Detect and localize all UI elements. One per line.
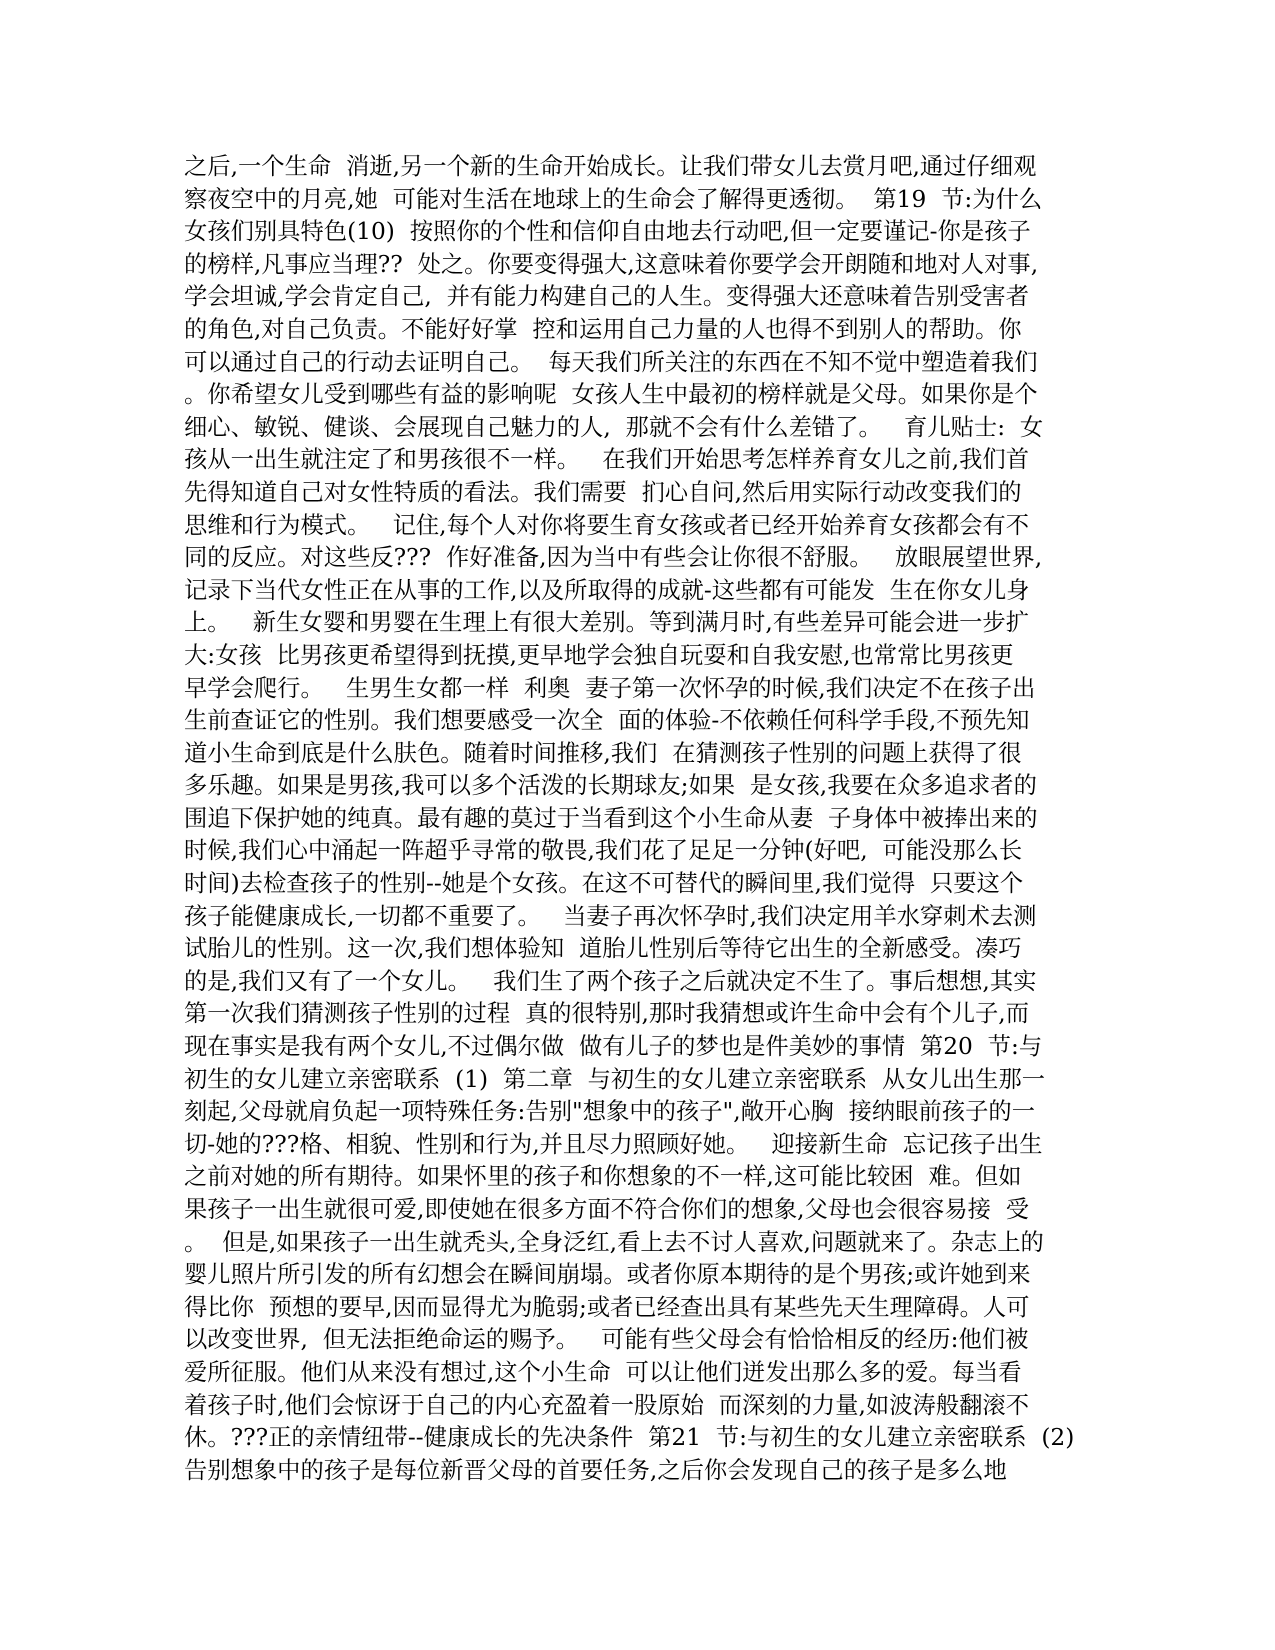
text-line: 休。???正的亲情纽带--健康成长的先决条件 第21 节:与初生的女儿建立亲密联系 (2) bbox=[184, 1424, 1075, 1452]
text-line: 生前查证它的性别。我们想要感受一次全 面的体验-不依赖任何科学手段,不预先知 bbox=[184, 707, 1030, 735]
text-line: 细心、敏锐、健谈、会展现自己魅力的人, 那就不会有什么差错了。 育儿贴士: 女 bbox=[184, 413, 1044, 441]
text-line: 现在事实是我有两个女儿,不过偶尔做 做有儿子的梦也是件美妙的事情 第20 节:与 bbox=[184, 1033, 1043, 1061]
text-line: 同的反应。对这些反??? 作好准备,因为当中有些会让你很不舒服。 放眼展望世界, bbox=[184, 544, 1043, 572]
text-line: 多乐趣。如果是男孩,我可以多个活泼的长期球友;如果 是女孩,我要在众多追求者的 bbox=[184, 772, 1037, 800]
text-line: 婴儿照片所引发的所有幻想会在瞬间崩塌。或者你原本期待的是个男孩;或许她到来 bbox=[184, 1261, 1031, 1289]
text-line: 果孩子一出生就很可爱,即使她在很多方面不符合你们的想象,父母也会很容易接 受 bbox=[184, 1196, 1030, 1223]
text-line: 大:女孩 比男孩更希望得到抚摸,更早地学会独自玩耍和自我安慰,也常常比男孩更 bbox=[184, 641, 1014, 669]
text-line: 的角色,对自己负责。不能好好掌 控和运用自己力量的人也得不到别人的帮助。你 bbox=[184, 315, 1022, 343]
text-line: 告别想象中的孩子是每位新晋父母的首要任务,之后你会发现自己的孩子是多么地 bbox=[184, 1456, 1007, 1484]
text-line: 试胎儿的性别。这一次,我们想体验知 道胎儿性别后等待它出生的全新感受。凑巧 bbox=[184, 935, 1022, 963]
text-line: 的榜样,凡事应当理?? 处之。你要变得强大,这意味着你要学会开朗随和地对人对事, bbox=[184, 250, 1039, 278]
text-line: 学会坦诚,学会肯定自己, 并有能力构建自己的人生。变得强大还意味着告别受害者 bbox=[184, 283, 1030, 311]
text-line: 围追下保护她的纯真。最有趣的莫过于当看到这个小生命从妻 子身体中被捧出来的 bbox=[184, 804, 1038, 832]
text-line: 孩从一出生就注定了和男孩很不一样。 在我们开始思考怎样养育女儿之前,我们首 bbox=[184, 446, 1030, 474]
text-line: 女孩们别具特色(10) 按照你的个性和信仰自由地去行动吧,但一定要谨记-你是孩子 bbox=[184, 218, 1031, 246]
text-line: 可以通过自己的行动去证明自己。 每天我们所关注的东西在不知不觉中塑造着我们 bbox=[184, 348, 1038, 376]
text-line: 。 但是,如果孩子一出生就秃头,全身泛红,看上去不讨人喜欢,问题就来了。杂志上的 bbox=[184, 1228, 1044, 1256]
text-line: 记录下当代女性正在从事的工作,以及所取得的成就-这些都有可能发 生在你女儿身 bbox=[184, 576, 1030, 604]
text-line: 早学会爬行。 生男生女都一样 利奥 妻子第一次怀孕的时候,我们决定不在孩子出 bbox=[184, 674, 1036, 702]
text-line: 爱所征服。他们从来没有想过,这个小生命 可以让他们迸发出那么多的爱。每当看 bbox=[184, 1358, 1022, 1386]
text-line: 切-她的???格、相貌、性别和行为,并且尽力照顾好她。 迎接新生命 忘记孩子出生 bbox=[184, 1130, 1043, 1158]
text-line: 先得知道自己对女性特质的看法。我们需要 扪心自问,然后用实际行动改变我们的 bbox=[184, 478, 1022, 506]
text-line: 之后,一个生命 消逝,另一个新的生命开始成长。让我们带女儿去赏月吧,通过仔细观 bbox=[184, 153, 1037, 180]
text-line: 得比你 预想的要早,因而显得尤为脆弱;或者已经查出具有某些先天生理障碍。人可 bbox=[184, 1293, 1030, 1321]
text-line: 的是,我们又有了一个女儿。 我们生了两个孩子之后就决定不生了。事后想想,其实 bbox=[184, 967, 1037, 995]
text-line: 。你希望女儿受到哪些有益的影响呢 女孩人生中最初的榜样就是父母。如果你是个 bbox=[184, 381, 1038, 409]
text-line: 第一次我们猜测孩子性别的过程 真的很特别,那时我猜想或许生命中会有个儿子,而 bbox=[184, 1000, 1030, 1028]
text-line: 刻起,父母就肩负起一项特殊任务:告别"想象中的孩子",敞开心胸 接纳眼前孩子的一 bbox=[184, 1098, 1035, 1126]
text-line: 察夜空中的月亮,她 可能对生活在地球上的生命会了解得更透彻。 第19 节:为什么 bbox=[184, 185, 1043, 213]
text-line: 初生的女儿建立亲密联系 (1) 第二章 与初生的女儿建立亲密联系 从女儿出生那一 bbox=[184, 1065, 1046, 1093]
text-line: 着孩子时,他们会惊讶于自己的内心充盈着一股原始 而深刻的力量,如波涛般翻滚不 bbox=[184, 1391, 1030, 1419]
text-line: 时候,我们心中涌起一阵超乎寻常的敬畏,我们花了足足一分钟(好吧, 可能没那么长 bbox=[184, 837, 1023, 865]
text-line: 上。 新生女婴和男婴在生理上有很大差别。等到满月时,有些差异可能会进一步扩 bbox=[184, 609, 1030, 637]
text-line: 以改变世界, 但无法拒绝命运的赐予。 可能有些父母会有恰恰相反的经历:他们被 bbox=[184, 1326, 1029, 1354]
text-line: 思维和行为模式。 记住,每个人对你将要生育女孩或者已经开始养育女孩都会有不 bbox=[184, 511, 1030, 539]
body-text bbox=[184, 151, 1104, 1487]
text-line: 之前对她的所有期待。如果怀里的孩子和你想象的不一样,这可能比较困 难。但如 bbox=[184, 1163, 1022, 1191]
text-line: 孩子能健康成长,一切都不重要了。 当妻子再次怀孕时,我们决定用羊水穿刺术去测 bbox=[184, 902, 1037, 930]
text-line: 时间)去检查孩子的性别--她是个女孩。在这不可替代的瞬间里,我们觉得 只要这个 bbox=[184, 870, 1024, 898]
text-line: 道小生命到底是什么肤色。随着时间推移,我们 在猜测孩子性别的问题上获得了很 bbox=[184, 739, 1022, 767]
